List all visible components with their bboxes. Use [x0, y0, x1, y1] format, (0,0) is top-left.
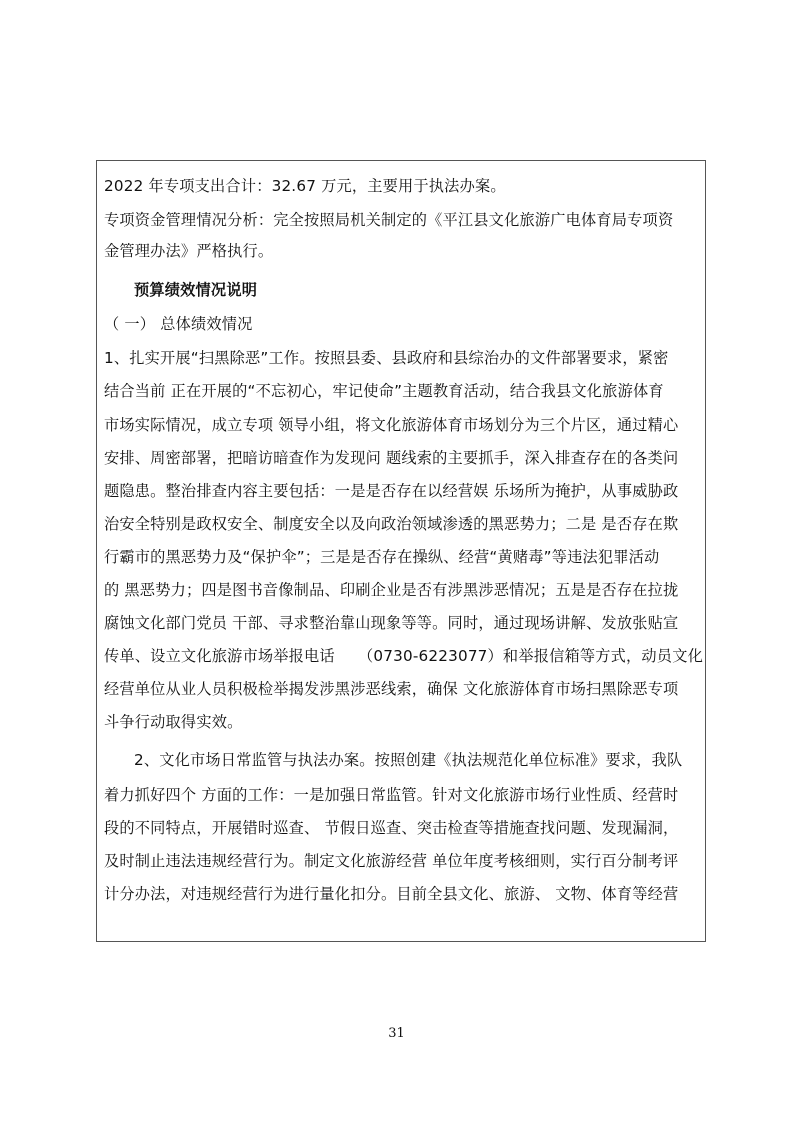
- text-line: 2022 年专项支出合计：32.67 万元，主要用于执法办案。: [104, 177, 506, 195]
- text-line: 市场实际情况，成立专项 领导小组，将文化旅游体育市场划分为三个片区，通过精心: [104, 416, 679, 434]
- text-line: 及时制止违法违规经营行为。制定文化旅游经营 单位年度考核细则，实行百分制考评: [104, 852, 679, 870]
- section-heading: 预算绩效情况说明: [134, 281, 258, 299]
- text-line: 行霸市的黑恶势力及“保护伞”；三是是否存在操纵、经营“黄赌毒”等违法犯罪活动: [104, 548, 660, 566]
- text-line: 1、扎实开展“扫黑除恶”工作。按照县委、县政府和县综治办的文件部署要求，紧密: [104, 349, 669, 367]
- text-line: 的 黑恶势力；四是图书音像制品、印刷企业是否有涉黑涉恶情况；五是是否存在拉拢: [104, 581, 679, 599]
- page-number: 31: [388, 1026, 405, 1041]
- text-line: 腐蚀文化部门党员 干部、寻求整治靠山现象等等。同时，通过现场讲解、发放张贴宣: [104, 614, 679, 632]
- text-line: 段的不同特点，开展错时巡查、 节假日巡查、突击检查等措施查找问题、发现漏洞，: [104, 819, 679, 837]
- text-line: 专项资金管理情况分析：完全按照局机关制定的《平江县文化旅游广电体育局专项资: [104, 211, 674, 229]
- text-line: 2、文化市场日常监管与执法办案。按照创建《执法规范化单位标准》要求，我队: [134, 751, 683, 769]
- subsection-heading: （ 一） 总体绩效情况: [104, 315, 253, 333]
- text-line: 结合当前 正在开展的“不忘初心，牢记使命”主题教育活动，结合我县文化旅游体育: [104, 382, 664, 400]
- text-line: 斗争行动取得实效。: [104, 713, 243, 731]
- text-line: 传单、设立文化旅游市场举报电话 （0730-6223077）和举报信箱等方式，动员文化: [104, 647, 703, 665]
- text-line: 着力抓好四个 方面的工作：一是加强日常监管。针对文化旅游市场行业性质、经营时: [104, 786, 679, 804]
- text-line: 经营单位从业人员积极检举揭发涉黑涉恶线索，确保 文化旅游体育市场扫黑除恶专项: [104, 680, 679, 698]
- text-line: 金管理办法》严格执行。: [104, 242, 274, 260]
- text-line: 安排、周密部署，把暗访暗查作为发现问 题线索的主要抓手，深入排查存在的各类问: [104, 449, 679, 467]
- text-line: 治安全特别是政权安全、制度安全以及向政治领域渗透的黑恶势力；二是 是否存在欺: [104, 515, 679, 533]
- text-line: 题隐患。整治排查内容主要包括：一是是否存在以经营娱 乐场所为掩护，从事威胁政: [104, 482, 679, 500]
- text-line: 计分办法，对违规经营行为进行量化扣分。目前全县文化、旅游、 文物、体育等经营: [104, 885, 679, 903]
